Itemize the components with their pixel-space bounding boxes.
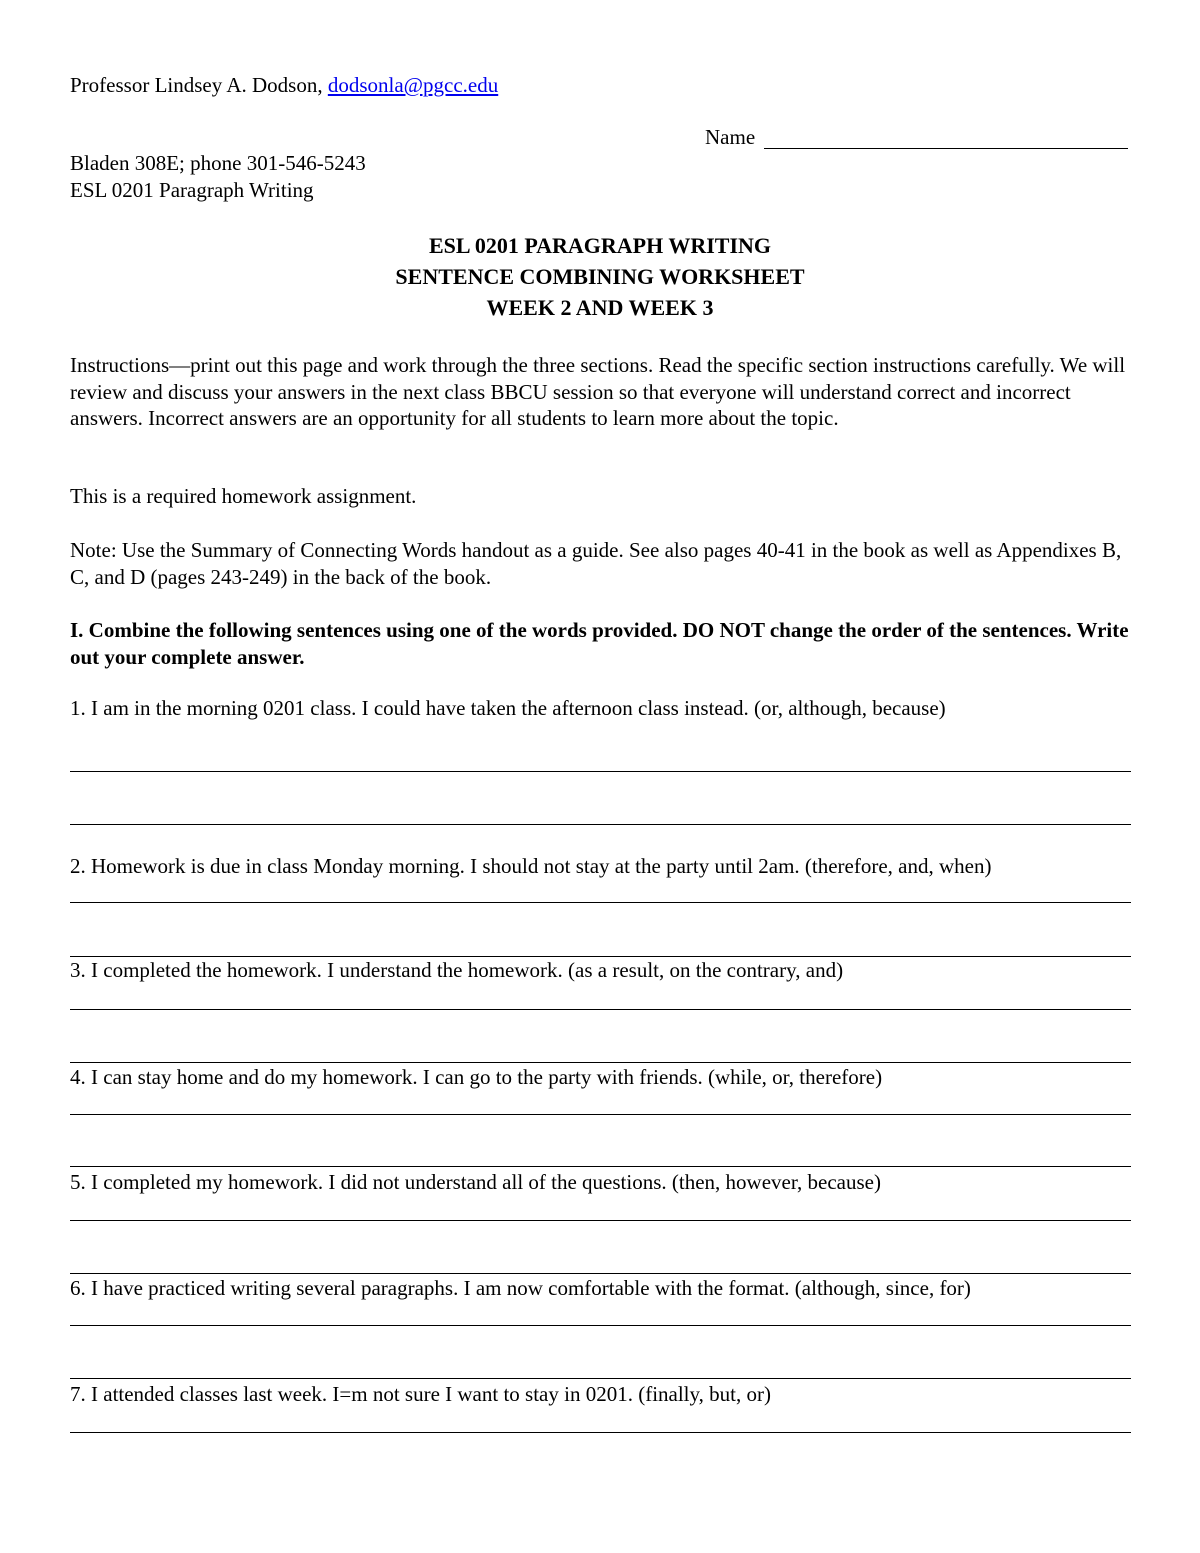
question-5: 5. I completed my homework. I did not understand all of the questions. (then, however, because) bbox=[70, 1170, 881, 1194]
section-1-heading: I. Combine the following sentences using one of the words provided. DO NOT change the order of the sentences. Write out your complete answer. bbox=[70, 618, 1129, 669]
answer-line[interactable] bbox=[70, 1273, 1131, 1274]
professor-name: Professor Lindsey A. Dodson, bbox=[70, 73, 328, 97]
email-link[interactable]: dodsonla@pgcc.edu bbox=[327, 73, 499, 97]
answer-line[interactable] bbox=[70, 771, 1131, 772]
name-label: Name bbox=[705, 125, 756, 149]
answer-line[interactable] bbox=[70, 902, 1131, 903]
answer-line[interactable] bbox=[70, 1114, 1131, 1115]
question-1: 1. I am in the morning 0201 class. I could have taken the afternoon class instead. (or, although, because) bbox=[70, 696, 946, 720]
answer-line[interactable] bbox=[70, 1062, 1131, 1063]
worksheet-title bbox=[0, 230, 1200, 323]
professor-line bbox=[70, 72, 498, 99]
question-2: 2. Homework is due in class Monday morning. I should not stay at the party until 2am. (therefore, and, when) bbox=[70, 854, 992, 878]
question-7: 7. I attended classes last week. I=m not sure I want to stay in 0201. (finally, but, or) bbox=[70, 1382, 771, 1406]
answer-line[interactable] bbox=[70, 1378, 1131, 1379]
answer-line[interactable] bbox=[70, 824, 1131, 825]
answer-line[interactable] bbox=[70, 1220, 1131, 1221]
office-info: Bladen 308E; phone 301-546-5243 bbox=[70, 151, 366, 175]
answer-line[interactable] bbox=[70, 1432, 1131, 1433]
answer-line[interactable] bbox=[70, 1009, 1131, 1010]
question-3: 3. I completed the homework. I understand the homework. (as a result, on the contrary, and) bbox=[70, 958, 844, 982]
title-line-1: ESL 0201 PARAGRAPH WRITING bbox=[428, 233, 772, 258]
answer-line[interactable] bbox=[70, 1166, 1131, 1167]
question-4: 4. I can stay home and do my homework. I can go to the party with friends. (while, or, therefore) bbox=[70, 1065, 883, 1089]
course-info: ESL 0201 Paragraph Writing bbox=[70, 178, 314, 202]
instructions-paragraph: Instructions—print out this page and work through the three sections. Read the specific section instructions carefully. We will review and discuss your answers in the next class BBCU session so that everyone will understand correct and incorrect answers. Incorrect answers are an opportunity for all students to learn more about the topic. bbox=[70, 353, 1126, 430]
question-6: 6. I have practiced writing several paragraphs. I am now comfortable with the format. (although, since, for) bbox=[70, 1276, 971, 1300]
connecting-words-note: Note: Use the Summary of Connecting Words handout as a guide. See also pages 40-41 in the book as well as Appendixes B, C, and D (pages 243-249) in the back of the book. bbox=[70, 538, 1122, 589]
title-line-2: SENTENCE COMBINING WORKSHEET bbox=[395, 264, 805, 289]
required-note: This is a required homework assignment. bbox=[70, 484, 417, 508]
title-line-3: WEEK 2 AND WEEK 3 bbox=[486, 295, 714, 320]
answer-line[interactable] bbox=[70, 1325, 1131, 1326]
name-field-line[interactable] bbox=[764, 148, 1128, 149]
